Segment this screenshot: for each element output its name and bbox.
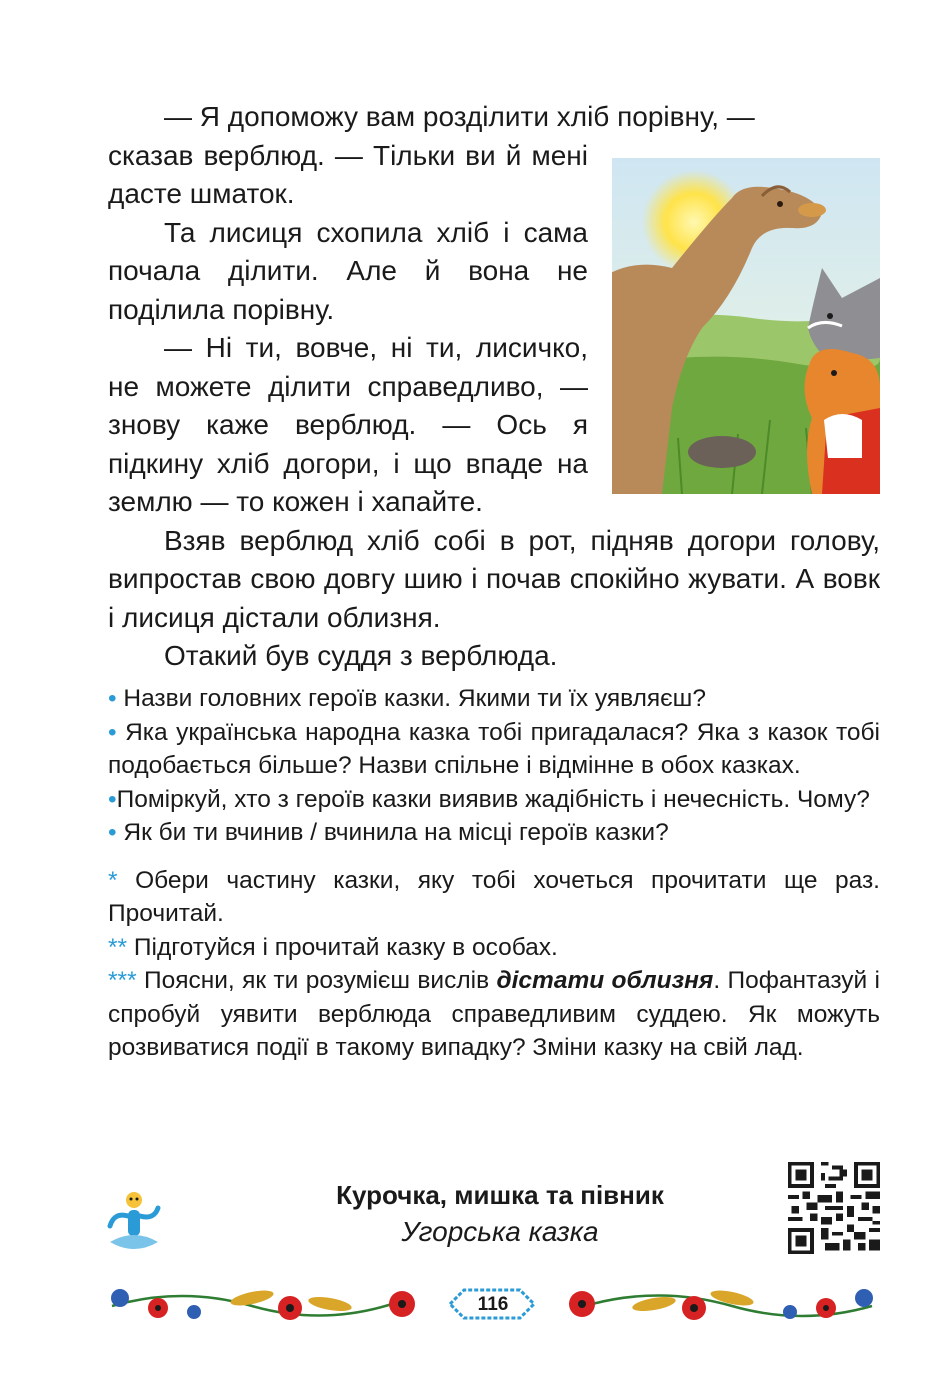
qr-code-icon[interactable] [788,1162,880,1254]
story-paragraph-2: Та лисиця схопила хліб і сама почала ділити. Але й вона не поділила порівну. [108,216,588,325]
bullet-icon: • [108,819,117,846]
story-paragraph-3: — Ні ти, вовче, ні ти, лисичко, не можете ділити справедливо, — знову каже верблюд. — Ось я підкину хліб догори, і що впаде на землю — то кожен і хапайте. [108,332,588,517]
mascot-icon [104,1190,164,1256]
question-2: • Яка українська народна казка тобі пригадалася? Яка з казок тобі подобається більше? Назви спільне і відмінне в обох казках. [108,718,880,779]
question-3: •Поміркуй, хто з героїв казки виявив жадібність і нечесність. Чому? [108,785,870,813]
bullet-icon: • [108,685,117,712]
page-number: 116 [477,1294,509,1315]
star-marker: *** [108,967,137,994]
next-story-subtitle: Угорська казка [401,1216,599,1247]
question-4: • Як би ти вчинив / вчинила на місці героїв казки? [108,819,669,846]
story-paragraph-5: Отакий був суддя з верблюда. [164,640,558,671]
task-2: ** Підготуйся і прочитай казку в особах. [108,933,558,961]
star-marker: * [108,866,118,894]
task-1: * Обери частину казки, яку тобі хочеться прочитати ще раз. Прочитай. [108,866,880,927]
questions-block [108,682,880,1065]
next-story-heading [250,1178,750,1252]
story-paragraph-1b: сказав верблюд. — Тільки ви й мені дасте шматок. [108,139,588,209]
camel-wolf-fox-illustration [612,158,880,494]
next-story-title: Курочка, мишка та півник [336,1180,664,1210]
bullet-icon: • [108,785,117,813]
bullet-icon: • [108,718,117,746]
story-paragraph-4: Взяв верблюд хліб собі в рот, підняв догори голову, випростав свою довгу шию і почав спокійно жувати. А вовк і лисиця дістали облизня. [108,524,880,633]
idiom-highlight: дістати облизня [496,967,714,994]
story-paragraph-1: — Я допоможу вам розділити хліб порівну, — [164,101,755,132]
question-1: • Назви головних героїв казки. Якими ти їх уявляєш? [108,685,706,712]
task-3: *** Поясни, як ти розумієш вислів дістати облизня. Пофантазуй і спробуй уявити верблюда справедливим суддею. Як можуть розвиватися події в такому випадку? Зміни казку на свій лад. [108,967,881,1061]
star-marker: ** [108,933,128,961]
